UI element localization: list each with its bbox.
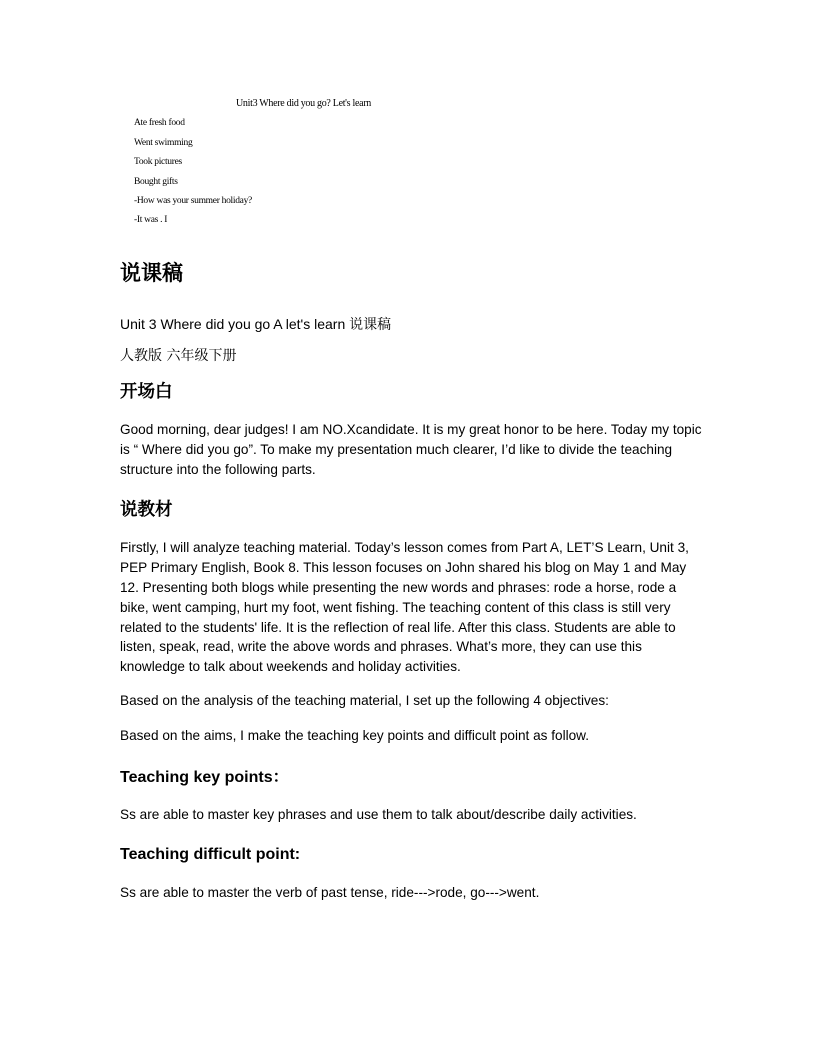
- opening-paragraph: Good morning, dear judges! I am NO.Xcandidate. It is my great honor to be here. Today my topic is “ Where did you go”. To make my presentation much clearer, I’d like to divide the teaching structure into the following parts.: [120, 422, 702, 477]
- difficult-heading: Teaching difficult point:: [120, 846, 301, 864]
- keypoints-paragraph: Ss are able to master key phrases and use them to talk about/describe daily activities.: [120, 806, 637, 822]
- board-line: Bought gifts: [134, 177, 178, 187]
- keypoints-intro-paragraph: Based on the aims, I make the teaching key points and difficult point as follow.: [120, 727, 590, 743]
- edition-line: 人教版 六年级下册: [120, 348, 237, 364]
- opening-heading: 开场白: [120, 382, 173, 402]
- document-title: 说课稿: [120, 261, 183, 285]
- board-line: -It was . I: [134, 215, 168, 225]
- document-body: [120, 258, 702, 903]
- board-line: Took pictures: [134, 157, 182, 167]
- objectives-paragraph: Based on the analysis of the teaching material, I set up the following 4 objectives:: [120, 692, 609, 708]
- document-subtitle: Unit 3 Where did you go A let's learn 说课稿: [120, 316, 392, 332]
- keypoints-heading: Teaching key points：: [120, 768, 289, 786]
- board-title: Unit3 Where did you go? Let's learn: [236, 98, 371, 109]
- board-line: -How was your summer holiday?: [134, 196, 252, 206]
- board-line: Went swimming: [134, 138, 193, 148]
- material-paragraph: Firstly, I will analyze teaching material. Today’s lesson comes from Part A, LET’S Learn, Unit 3, PEP Primary English, Book 8. This lesson focuses on John shared his blog on May 1 and May 12. Presenting both blogs while presenting the new words and phrases: rode a horse, rode a bike, went camping, hurt my foot, went fishing. The teaching content of this class is still very related to the students' life. It is the reflection of real life. After this class. Students are able to listen, speak, read, write the above words and phrases. What’s more, they can use this knowledge to talk about weekends and holiday activities.: [120, 540, 689, 675]
- difficult-paragraph: Ss are able to master the verb of past tense, ride--->rode, go--->went.: [120, 885, 540, 901]
- material-heading: 说教材: [120, 500, 173, 521]
- board-line: Ate fresh food: [134, 118, 185, 128]
